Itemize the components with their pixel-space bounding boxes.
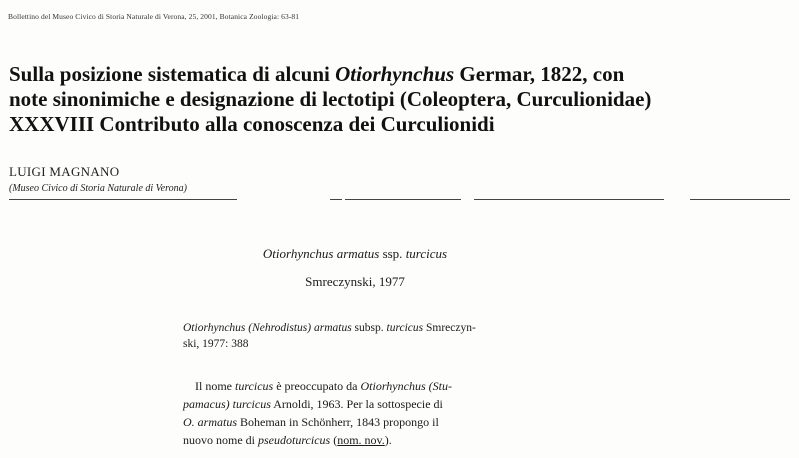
rule-segment [330,199,342,200]
body-line-4: nuovo nome di pseudoturcicus (nom. nov.). [183,433,392,447]
section-taxon-authority: Smreczynski, 1977 [305,274,405,289]
body-line-1: Il nome turcicus è preoccupato da Otiorhynchus (Stu- [195,379,452,393]
rule-segment [9,199,237,200]
rule-segment [690,199,790,200]
rule-segment [474,199,664,200]
running-head: Bollettino del Museo Civico di Storia Naturale di Verona, 25, 2001, Botanica Zoologia: 63-81 [8,12,300,21]
citation-line-2: ski, 1977: 388 [183,338,249,350]
title-line-2: note sinonimiche e designazione di lectotipi (Coleoptera, Curculionidae) [9,87,652,111]
author-name: LUIGI MAGNANO [9,164,120,179]
title-genus: Otiorhynchus [335,62,455,86]
author-affiliation: (Museo Civico di Storia Naturale di Verona) [9,183,187,194]
body-line-3: O. armatus Boheman in Schönherr, 1843 propongo il [183,415,439,429]
body-line-2: pamacus) turcicus Arnoldi, 1963. Per la sottospecie di [183,397,443,411]
citation-line-1: Otiorhynchus (Nehrodistus) armatus subsp. turcicus Smreczyn- [183,322,476,334]
body-paragraph [183,377,533,449]
title-line-1: Sulla posizione sistematica di alcuni Otiorhynchus Germar, 1822, con [9,62,625,86]
title-line-3: XXXVIII Contributo alla conoscenza dei Curculionidi [9,112,495,136]
synonymy-citation [183,320,533,352]
section-taxon-heading: Otiorhynchus armatus ssp. turcicus [262,246,448,261]
article-title [9,62,789,137]
nom-nov-label: nom. nov. [337,433,385,447]
rule-segment [345,199,461,200]
